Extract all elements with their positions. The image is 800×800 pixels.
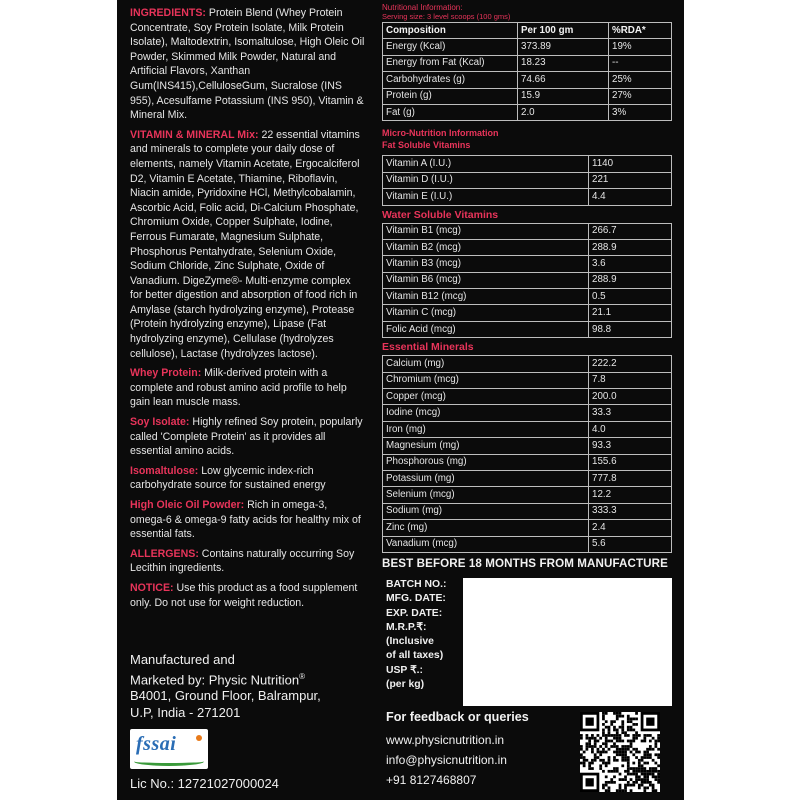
water-soluble-table bbox=[382, 223, 672, 339]
allergens-text: Contains naturally occurring Soy Lecithin ingredients. bbox=[130, 547, 355, 575]
nutrient-name: Potassium (mg) bbox=[383, 470, 589, 486]
nutrient-value: 3% bbox=[609, 104, 672, 120]
whey-text: Milk-derived protein with a complete and robust amino acid profile to help gain lean muscle mass. bbox=[130, 367, 347, 409]
table-row bbox=[383, 272, 672, 288]
table-row bbox=[383, 438, 672, 454]
nutrient-name: Calcium (mg) bbox=[383, 356, 589, 372]
nutrient-name: Copper (mcg) bbox=[383, 389, 589, 405]
nutrient-name: Vitamin E (I.U.) bbox=[383, 189, 589, 205]
nutrient-name: Iron (mg) bbox=[383, 421, 589, 437]
registered-mark: ® bbox=[299, 671, 305, 681]
nutrient-value: 5.6 bbox=[589, 536, 672, 552]
table-row bbox=[383, 289, 672, 305]
qr-code-graphic bbox=[580, 712, 660, 792]
nutrient-name: Zinc (mg) bbox=[383, 520, 589, 536]
nutrient-value: 777.8 bbox=[589, 470, 672, 486]
nutrient-name: Vitamin B12 (mcg) bbox=[383, 289, 589, 305]
isomaltulose-label: Isomaltulose: bbox=[130, 464, 199, 477]
fssai-logo bbox=[130, 729, 208, 769]
vitamin-mix-label: VITAMIN & MINERAL Mix: bbox=[130, 128, 259, 141]
isomaltulose-block bbox=[130, 464, 366, 493]
batch-label: EXP. DATE: bbox=[386, 607, 443, 619]
nutrient-name: Fat (g) bbox=[383, 104, 518, 120]
table-row bbox=[383, 104, 672, 120]
nutrient-name: Vitamin D (I.U.) bbox=[383, 172, 589, 188]
nutrient-value: 288.9 bbox=[589, 239, 672, 255]
ingredients-text: Protein Blend (Whey Protein Concentrate, Soy Protein Isolate, Milk Protein Isolate), Maltodextrin, Isomaltulose, High Oleic Oil Powder, Skimmed Milk Powder, Natural and Artificial Flavors, Xanthan Gum(INS415),CelluloseGum, Sucralose (INS 955), Acesulfame Potassium (INS 950), Vitamin & Mineral Mix. bbox=[130, 7, 365, 122]
manufacturer-block bbox=[130, 652, 370, 721]
ingredients-column bbox=[130, 6, 366, 615]
feedback-heading: For feedback or queries bbox=[386, 710, 529, 724]
table-row bbox=[383, 239, 672, 255]
mfg-line-3: B4001, Ground Floor, Balrampur, bbox=[130, 688, 321, 704]
nutrient-value: 15.9 bbox=[518, 88, 609, 104]
label-panel bbox=[117, 0, 684, 800]
table-row bbox=[383, 39, 672, 55]
nutrient-name: Energy (Kcal) bbox=[383, 39, 518, 55]
oleic-block bbox=[130, 498, 366, 542]
table-row bbox=[383, 256, 672, 272]
table-row bbox=[383, 454, 672, 470]
fat-soluble-table bbox=[382, 155, 672, 205]
nutrient-name: Sodium (mg) bbox=[383, 503, 589, 519]
soy-text: Highly refined Soy protein, popularly called 'Complete Protein' as it provides all essential amino acids. bbox=[130, 416, 363, 458]
batch-label: USP ₹.: bbox=[386, 664, 424, 676]
mfg-line-2 bbox=[130, 669, 370, 689]
nutrient-value: 4.0 bbox=[589, 421, 672, 437]
nutrient-name: Vitamin C (mcg) bbox=[383, 305, 589, 321]
column-header: Composition bbox=[383, 23, 518, 39]
nutrient-value: 200.0 bbox=[589, 389, 672, 405]
nutrient-name: Vitamin B1 (mcg) bbox=[383, 223, 589, 239]
website-link[interactable]: www.physicnutrition.in bbox=[386, 733, 505, 747]
mfg-line-4: U.P, India - 271201 bbox=[130, 704, 241, 720]
table-row bbox=[383, 389, 672, 405]
nutrient-value: 221 bbox=[589, 172, 672, 188]
table-row bbox=[383, 189, 672, 205]
qr-code-icon[interactable] bbox=[580, 712, 660, 792]
micro-nutrition-title: Micro-Nutrition Information bbox=[382, 128, 499, 139]
batch-label: BATCH NO.: bbox=[386, 579, 447, 590]
table-row bbox=[383, 72, 672, 88]
nutrient-value: 12.2 bbox=[589, 487, 672, 503]
nutrient-value: 93.3 bbox=[589, 438, 672, 454]
allergens-label: ALLERGENS: bbox=[130, 547, 199, 560]
whey-label: Whey Protein: bbox=[130, 367, 202, 380]
ingredients-block bbox=[130, 6, 366, 123]
table-row bbox=[383, 405, 672, 421]
oleic-label: High Oleic Oil Powder: bbox=[130, 499, 245, 511]
nutrient-name: Energy from Fat (Kcal) bbox=[383, 55, 518, 71]
license-number: Lic No.: 12721027000024 bbox=[130, 776, 279, 791]
batch-label: of all taxes) bbox=[386, 650, 444, 662]
table-row bbox=[383, 487, 672, 503]
notice-label: NOTICE: bbox=[130, 581, 174, 594]
table-row bbox=[383, 223, 672, 239]
nutrient-value: 2.0 bbox=[518, 104, 609, 120]
phone-number: +91 8127468807 bbox=[386, 773, 477, 787]
table-row bbox=[383, 88, 672, 104]
soy-block bbox=[130, 415, 366, 459]
nutrition-title: Nutritional Information: bbox=[382, 3, 463, 12]
nutrient-value: 2.4 bbox=[589, 520, 672, 536]
nutrient-name: Folic Acid (mcg) bbox=[383, 321, 589, 337]
minerals-table bbox=[382, 355, 672, 553]
nutrient-value: 288.9 bbox=[589, 272, 672, 288]
nutrient-value: 19% bbox=[609, 39, 672, 55]
nutrient-name: Protein (g) bbox=[383, 88, 518, 104]
batch-label: M.R.P.₹: bbox=[386, 621, 427, 633]
minerals-title: Essential Minerals bbox=[382, 341, 474, 354]
nutrient-value: 27% bbox=[609, 88, 672, 104]
serving-size: Serving size: 3 level scoops (100 gms) bbox=[382, 12, 511, 21]
fat-soluble-title: Fat Soluble Vitamins bbox=[382, 140, 471, 151]
best-before: BEST BEFORE 18 MONTHS FROM MANUFACTURE bbox=[382, 556, 668, 570]
nutrient-name: Chromium (mcg) bbox=[383, 372, 589, 388]
nutrient-value: 7.8 bbox=[589, 372, 672, 388]
batch-labels bbox=[386, 578, 464, 692]
table-row bbox=[383, 305, 672, 321]
table-row bbox=[383, 356, 672, 372]
table-row bbox=[383, 321, 672, 337]
ingredients-label: INGREDIENTS: bbox=[130, 7, 206, 19]
table-row bbox=[383, 421, 672, 437]
nutrient-value: 18.23 bbox=[518, 55, 609, 71]
vitamin-mix-text: 22 essential vitamins and minerals to complete your daily dose of elements, namely Vitamin Acetate, Ergocalciferol D2, Vitamin E Acetate, Thiamine, Riboflavin, Niacin amide, Pyridoxine HCl, Methylcobalamin, Ascorbic Acid, Folic acid, Di-Calcium Phosphate, Chromium Oxide, Copper Sulphate, Iodine, Ferrous Fumarate, Magnesium Sulphate, Phosphorus Pentahydrate, Selenium Oxide, Sodium Chloride, Zinc Sulphate, Oxide of Vanadium. DigeZyme®- Multi-enzyme complex for better digestion and absorption of food rich in Amylase (starch hydrolyzing enzyme), Protease (Protein hydrolyzing enzyme), Lipase (Fat hydrolyzing enzyme), Cellulase (hydrolyzes cellulose), Lactase (hydrolyzes lactose). bbox=[130, 128, 360, 360]
nutrient-name: Vitamin A (I.U.) bbox=[383, 156, 589, 172]
soy-label: Soy Isolate: bbox=[130, 416, 190, 429]
nutrient-value: 1140 bbox=[589, 156, 672, 172]
table-row bbox=[383, 536, 672, 552]
fssai-logo-swoosh bbox=[134, 757, 204, 766]
email-link[interactable]: info@physicnutrition.in bbox=[386, 753, 507, 767]
notice-text: Use this product as a food supplement only. Do not use for weight reduction. bbox=[130, 581, 358, 609]
batch-label: (Inclusive bbox=[386, 636, 434, 648]
nutrition-table-header bbox=[383, 23, 672, 39]
batch-label: MFG. DATE: bbox=[386, 593, 446, 605]
allergens-block bbox=[130, 547, 366, 576]
mfg-line-1: Manufactured and bbox=[130, 652, 235, 667]
contact-block bbox=[386, 710, 566, 790]
nutrition-column bbox=[382, 3, 672, 570]
nutrient-name: Phosphorous (mg) bbox=[383, 454, 589, 470]
table-row bbox=[383, 372, 672, 388]
nutrient-name: Magnesium (mg) bbox=[383, 438, 589, 454]
nutrient-value: 155.6 bbox=[589, 454, 672, 470]
nutrient-name: Vitamin B3 (mcg) bbox=[383, 256, 589, 272]
nutrient-name: Selenium (mcg) bbox=[383, 487, 589, 503]
batch-info-box bbox=[463, 578, 672, 706]
fssai-logo-dot bbox=[196, 735, 202, 741]
isomaltulose-text: Low glycemic index-rich carbohydrate source for sustained energy bbox=[130, 464, 326, 492]
notice-block bbox=[130, 581, 366, 610]
table-row bbox=[383, 470, 672, 486]
table-row bbox=[383, 156, 672, 172]
mfg-line-2-text: Marketed by: Physic Nutrition bbox=[130, 671, 300, 687]
nutrient-name: Vitamin B2 (mcg) bbox=[383, 239, 589, 255]
nutrient-value: 3.6 bbox=[589, 256, 672, 272]
nutrient-value: 25% bbox=[609, 72, 672, 88]
nutrient-value: 98.8 bbox=[589, 321, 672, 337]
water-soluble-title: Water Soluble Vitamins bbox=[382, 208, 499, 221]
vitamin-mix-block bbox=[130, 128, 366, 362]
nutrient-value: 266.7 bbox=[589, 223, 672, 239]
batch-label: (per kg) bbox=[386, 679, 425, 691]
nutrient-value: 333.3 bbox=[589, 503, 672, 519]
column-header: Per 100 gm bbox=[518, 23, 609, 39]
nutrient-value: 4.4 bbox=[589, 189, 672, 205]
table-row bbox=[383, 55, 672, 71]
nutrient-name: Iodine (mcg) bbox=[383, 405, 589, 421]
nutrient-value: 373.89 bbox=[518, 39, 609, 55]
table-row bbox=[383, 172, 672, 188]
nutrient-value: -- bbox=[609, 55, 672, 71]
table-row bbox=[383, 503, 672, 519]
column-header: %RDA* bbox=[609, 23, 672, 39]
nutrient-name: Vitamin B6 (mcg) bbox=[383, 272, 589, 288]
nutrient-value: 33.3 bbox=[589, 405, 672, 421]
nutrient-name: Carbohydrates (g) bbox=[383, 72, 518, 88]
oleic-text: Rich in omega-3, omega-6 & omega-9 fatty acids for healthy mix of essential fats. bbox=[130, 499, 361, 541]
whey-block bbox=[130, 366, 366, 410]
nutrient-value: 0.5 bbox=[589, 289, 672, 305]
nutrient-value: 222.2 bbox=[589, 356, 672, 372]
nutrient-value: 74.66 bbox=[518, 72, 609, 88]
nutrient-name: Vanadium (mcg) bbox=[383, 536, 589, 552]
table-row bbox=[383, 520, 672, 536]
nutrient-value: 21.1 bbox=[589, 305, 672, 321]
fssai-logo-text: fssai bbox=[136, 733, 177, 755]
nutrition-table bbox=[382, 22, 672, 121]
